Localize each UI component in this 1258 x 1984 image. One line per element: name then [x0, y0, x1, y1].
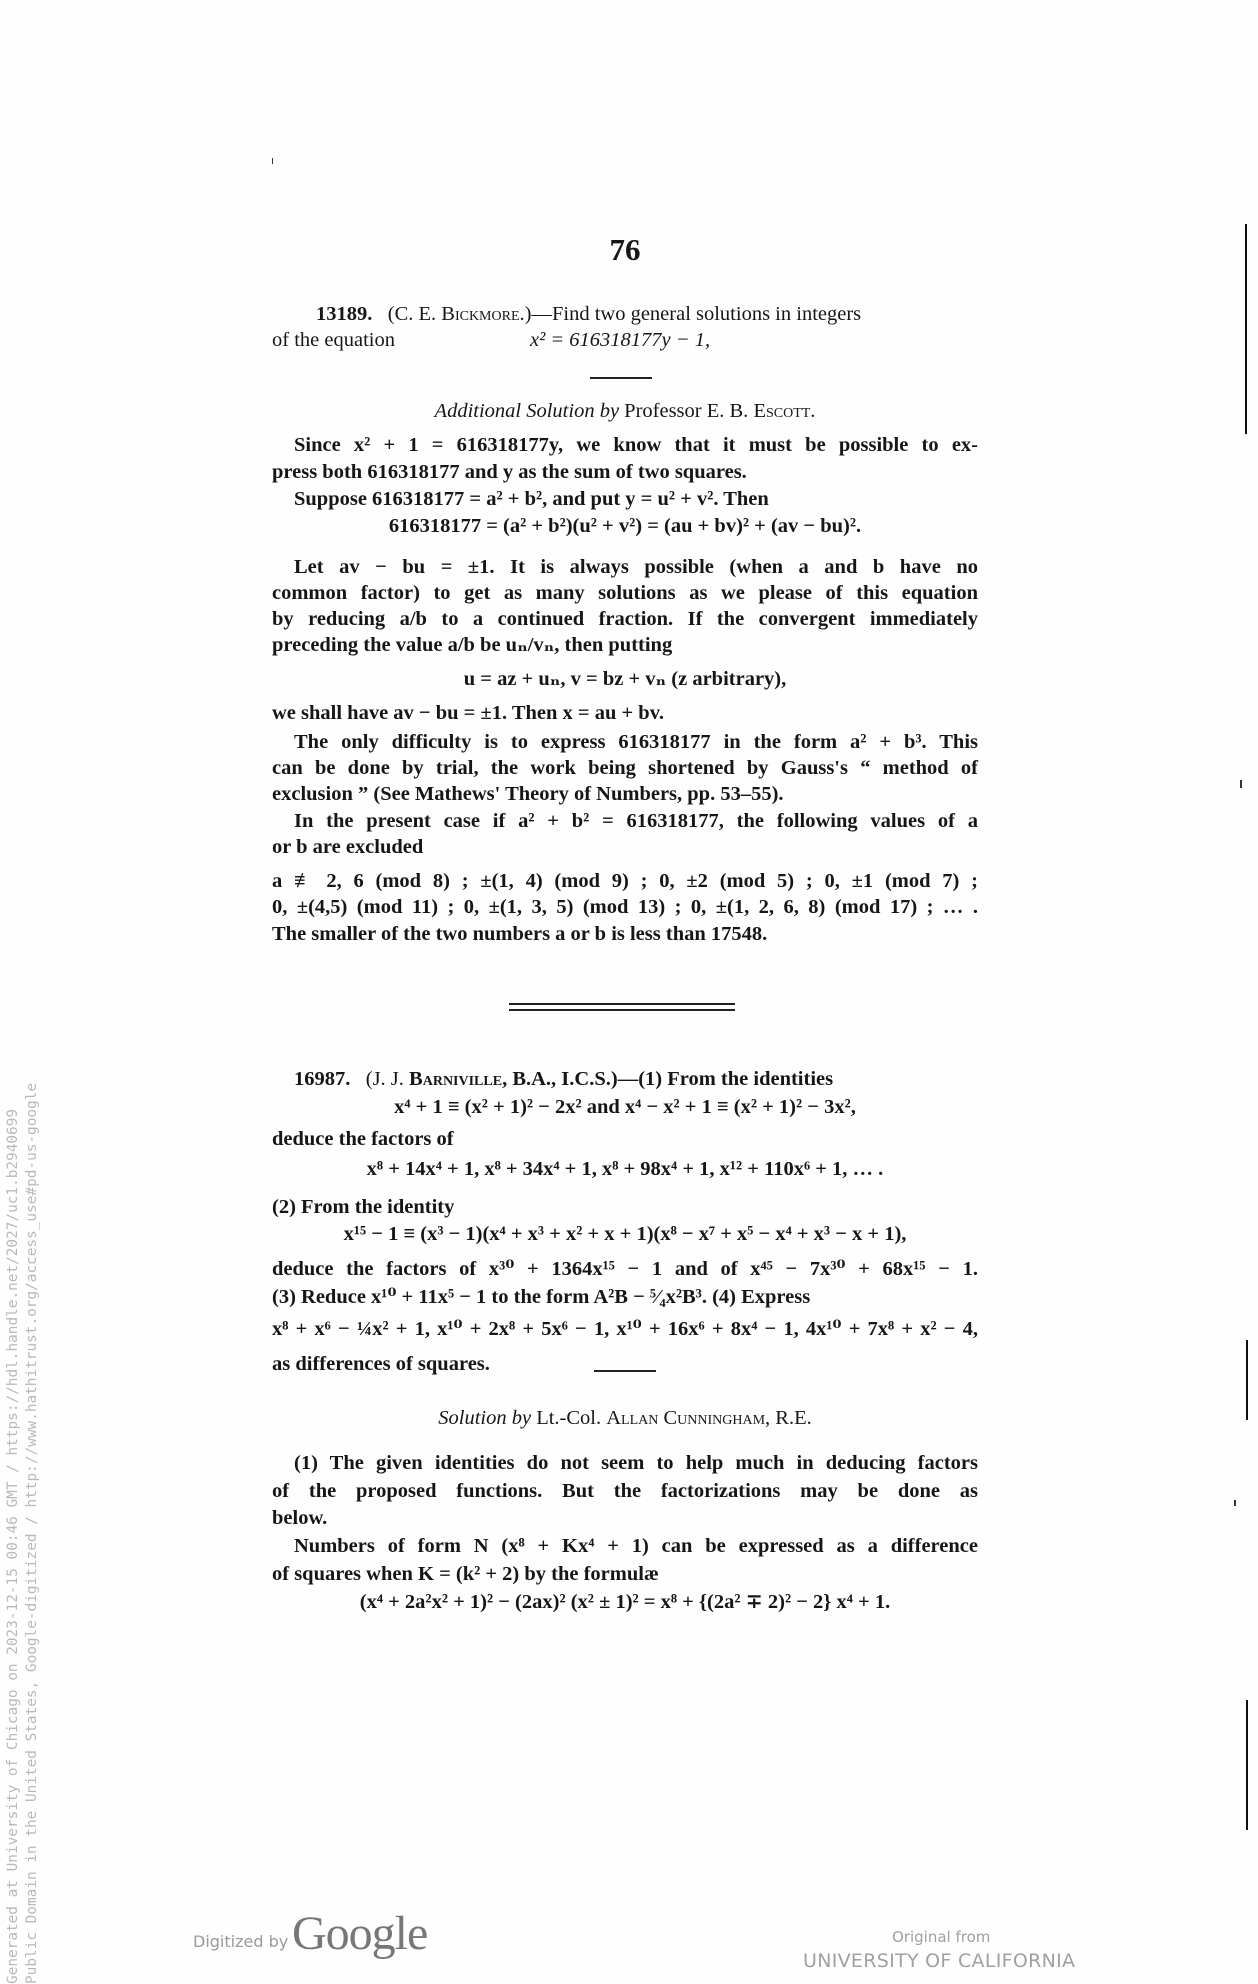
short-rule — [594, 1370, 656, 1372]
author-suffix: B.A., I.C.S.) — [512, 1068, 618, 1090]
formula-line: (x⁴ + 2a²x² + 1)² − (2ax)² (x² ± 1)² = x⁸ + {(2a² ∓ 2)² − 2} x⁴ + 1. — [359, 1591, 891, 1613]
text-line: of squares when K = (k² + 2) by the formulæ — [272, 1563, 659, 1585]
watermark-line1: Generated at University of Chicago on 2023-12-15 00:46 GMT / https://hdl.handle.net/2027/uc1.b2940699 — [5, 1108, 21, 1984]
solution-heading-escott — [272, 398, 978, 424]
text-line: preceding the value a/b be uₙ/vₙ, then putting — [272, 634, 673, 656]
heading-author-prefix: Lt.-Col. — [536, 1407, 602, 1429]
original-from-label: Original from — [892, 1928, 991, 1946]
hathitrust-watermark — [4, 1083, 42, 1984]
university-label: UNIVERSITY OF CALIFORNIA — [803, 1950, 1076, 1972]
double-rule-bottom — [509, 1009, 735, 1011]
text-line: below. — [272, 1507, 328, 1529]
text-line: Since x² + 1 = 616318177y, we know that it must be possible to ex- — [294, 434, 978, 456]
text-line: In the present case if a² + b² = 616318177, the following values of a — [294, 810, 978, 832]
identity-line: x¹⁵ − 1 ≡ (x³ − 1)(x⁴ + x³ + x² + x + 1)(x⁸ − x⁷ + x⁵ − x⁴ + x³ − x + 1), — [343, 1223, 907, 1245]
problem-author: (C. E. Bickmore.) — [387, 303, 532, 325]
expressions-line: x⁸ + 14x⁴ + 1, x⁸ + 34x⁴ + 1, x⁸ + 98x⁴ + 1, x¹² + 110x⁶ + 1, … . — [366, 1158, 884, 1180]
text-line: of the proposed functions. But the factorizations may be done as — [272, 1480, 978, 1502]
scan-edge-line — [1245, 224, 1247, 434]
problem-statement: —(1) From the identities — [617, 1068, 834, 1090]
text-line: The only difficulty is to express 616318177 in the form a² + b³. This — [294, 731, 978, 753]
equation-label: of the equation — [272, 329, 395, 351]
text-line: Numbers of form N (x⁸ + Kx⁴ + 1) can be expressed as a difference — [294, 1535, 978, 1557]
scan-speck — [1240, 780, 1242, 788]
text-line: deduce the factors of — [272, 1128, 454, 1150]
scan-speck — [272, 158, 273, 164]
text-line: Suppose 616318177 = a² + b², and put y = u² + v². Then — [294, 488, 769, 510]
text-line: The smaller of the two numbers a or b is less than 17548. — [272, 923, 768, 945]
heading-italic: Additional Solution by — [434, 400, 620, 422]
heading-author: Allan Cunningham, — [606, 1407, 771, 1429]
problem-number: 16987. — [294, 1068, 351, 1090]
heading-author: Escott. — [753, 400, 816, 422]
text-line: by reducing a/b to a continued fraction. If the convergent immediately — [272, 608, 978, 630]
heading-author-suffix: R.E. — [775, 1407, 812, 1429]
heading-author-prefix: Professor E. B. — [624, 400, 749, 422]
double-rule-top — [509, 1003, 735, 1005]
text-line: (2) From the identity — [272, 1196, 455, 1218]
text-line: we shall have av − bu = ±1. Then x = au + bv. — [272, 702, 664, 724]
text-line: exclusion ” (See Mathews' Theory of Numbers, pp. 53–55). — [272, 783, 784, 805]
identities-line: x⁴ + 1 ≡ (x² + 1)² − 2x² and x⁴ − x² + 1 ≡ (x² + 1)² − 3x², — [394, 1096, 856, 1118]
text-line: (1) The given identities do not seem to help much in deducing factors — [294, 1452, 978, 1474]
congruence-line: 0, ±(4,5) (mod 11) ; 0, ±(1, 3, 5) (mod 13) ; 0, ±(1, 2, 6, 8) (mod 17) ; … . — [272, 896, 978, 918]
text-line: deduce the factors of x³⁰ + 1364x¹⁵ − 1 and of x⁴⁵ − 7x³⁰ + 68x¹⁵ − 1. — [272, 1258, 978, 1280]
text-line: common factor) to get as many solutions as we please of this equation — [272, 582, 978, 604]
author-prefix: (J. J. — [365, 1068, 404, 1090]
solution-heading-cunningham — [272, 1405, 978, 1431]
expressions-line: x⁸ + x⁶ − ¼x² + 1, x¹⁰ + 2x⁸ + 5x⁶ − 1, x¹⁰ + 16x⁶ + 8x⁴ − 1, 4x¹⁰ + 7x⁸ + x² − 4, — [272, 1318, 978, 1340]
problem-13189-header — [272, 301, 978, 327]
problem-16987-header — [272, 1066, 978, 1092]
equation-line: u = az + uₙ, v = bz + vₙ (z arbitrary), — [463, 668, 787, 690]
text-line: press both 616318177 and y as the sum of two squares. — [272, 461, 747, 483]
text-line: (3) Reduce x¹⁰ + 11x⁵ − 1 to the form A²B − ⁵⁄₄x²B³. (4) Express — [272, 1286, 811, 1308]
scan-speck — [1234, 1500, 1236, 1506]
text-line: Let av − bu = ±1. It is always possible (when a and b have no — [294, 556, 978, 578]
problem-number: 13189. — [316, 303, 373, 325]
heading-italic: Solution by — [438, 1407, 532, 1429]
equation-line: 616318177 = (a² + b²)(u² + v²) = (au + bv)² + (av − bu)². — [388, 515, 862, 537]
problem-equation: x² = 616318177y − 1, — [529, 329, 711, 351]
page-number: 76 — [609, 232, 641, 267]
digitized-by-label: Digitized by — [193, 1932, 289, 1951]
scan-edge-line — [1246, 1700, 1248, 1830]
congruence-line: a ≢ 2, 6 (mod 8) ; ±(1, 4) (mod 9) ; 0, ±2 (mod 5) ; 0, ±1 (mod 7) ; — [272, 870, 978, 892]
short-rule — [590, 377, 652, 379]
problem-13189-line2 — [272, 327, 978, 353]
text-line: can be done by trial, the work being shortened by Gauss's “ method of — [272, 757, 978, 779]
author-name: Barniville, — [409, 1068, 508, 1090]
problem-statement: —Find two general solutions in integers — [531, 303, 862, 325]
google-logo: Google — [292, 1907, 428, 1960]
scan-edge-line — [1246, 1340, 1248, 1420]
text-line: as differences of squares. — [272, 1353, 490, 1375]
text-line: or b are excluded — [272, 836, 424, 858]
watermark-line2: Public Domain in the United States, Google-digitized / http://www.hathitrust.org/access_use#pd-us-google — [24, 1082, 40, 1984]
